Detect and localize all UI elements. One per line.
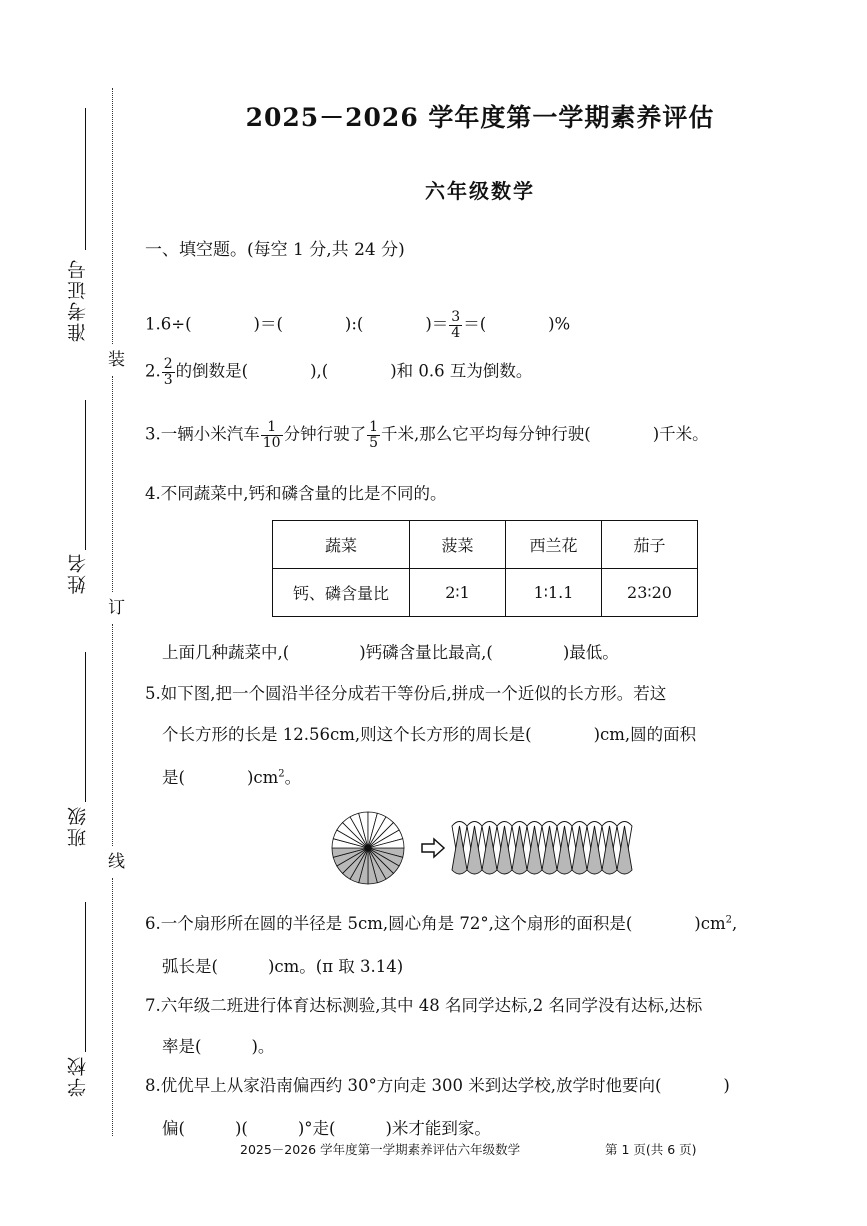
q1-part-b: )＝(	[253, 314, 283, 334]
q2-fraction: $\frac{2}{3}$	[163, 356, 173, 388]
question-8-line-2	[162, 1115, 491, 1139]
class-underline	[85, 652, 86, 802]
q5-line2-a: 个长方形的长是 12.56cm,则这个长方形的周长是(	[162, 725, 532, 744]
table-header-cell: 西兰花	[506, 521, 602, 569]
table-cell: 钙、磷含量比	[273, 569, 410, 617]
question-6-line-2	[162, 953, 403, 977]
table-cell: 2∶1	[410, 569, 506, 617]
exam-title: 2025－2026 学年度第一学期素养评估	[245, 103, 715, 132]
q3-part-a: 3.一辆小米汽车	[145, 424, 260, 444]
question-5-line-2	[162, 721, 696, 745]
q3-part-d: )千米。	[652, 424, 709, 444]
question-5-line-1: 5.如下图,把一个圆沿半径分成若干等份后,拼成一个近似的长方形。若这	[145, 684, 667, 703]
q1-part-d: )＝	[425, 314, 449, 334]
binding-mark-zhuang: 装	[104, 350, 124, 367]
q1-part-e: ＝(	[463, 314, 487, 334]
q5-line3-a: 是(	[162, 768, 185, 787]
table-header-row	[273, 521, 698, 569]
q5-line3-b: )cm	[246, 768, 279, 787]
q4-follow-c: )最低。	[562, 643, 619, 662]
q4-follow-a: 上面几种蔬菜中,(	[162, 643, 290, 662]
footer-right: 第 1 页(共 6 页)	[605, 1142, 697, 1157]
q6-superscript: 2	[725, 914, 732, 926]
q8-line2-b: )(	[234, 1119, 248, 1138]
table-header-cell: 菠菜	[410, 521, 506, 569]
q6-line1-a: 6.一个扇形所在圆的半径是 5cm,圆心角是 72°,这个扇形的面积是(	[145, 914, 633, 933]
candidate-no-label: 准考证号	[67, 258, 89, 342]
table-row	[273, 569, 698, 617]
binding-line-mid1	[112, 376, 113, 592]
divided-circle	[332, 812, 404, 884]
binding-mark-xian: 线	[104, 852, 124, 869]
q3-part-b: 分钟行驶了	[283, 424, 367, 444]
right-arrow-icon	[422, 839, 444, 857]
approximate-rectangle	[452, 822, 632, 875]
q8-line2-a: 偏(	[162, 1119, 185, 1138]
q7-line2-b: )。	[251, 1037, 275, 1056]
q2-part-c: ),(	[310, 361, 329, 381]
q2-part-a: 2.	[145, 361, 161, 381]
q5-line2-b: )cm,圆的面积	[593, 725, 697, 744]
question-2	[145, 357, 532, 387]
q2-part-b: 的倒数是(	[175, 361, 249, 381]
q1-part-c: ):(	[344, 314, 364, 334]
q5-superscript: 2	[278, 768, 285, 780]
school-underline	[85, 902, 86, 1052]
exam-subtitle: 六年级数学	[425, 179, 535, 203]
class-label: 班级	[67, 805, 89, 847]
q6-line1-b: )cm	[694, 914, 726, 933]
question-7-line-2	[162, 1033, 274, 1057]
section-heading: 一、填空题。(每空 1 分,共 24 分)	[145, 240, 405, 260]
q4-follow-b: )钙磷含量比最高,(	[359, 643, 493, 662]
circle-to-rectangle-figure	[330, 806, 650, 892]
table-cell: 1∶1.1	[506, 569, 602, 617]
question-4-follow	[162, 639, 619, 663]
q8-line2-d: )米才能到家。	[385, 1119, 491, 1138]
table-header-cell: 蔬菜	[273, 521, 410, 569]
name-label: 姓名	[67, 552, 89, 594]
binding-line-mid2	[112, 624, 113, 846]
question-6-line-1	[145, 910, 737, 934]
q1-fraction: $\frac{3}{4}$	[451, 309, 461, 341]
question-7-line-1: 7.六年级二班进行体育达标测验,其中 48 名同学达标,2 名同学没有达标,达标	[145, 996, 703, 1015]
footer-left: 2025－2026 学年度第一学期素养评估六年级数学	[240, 1142, 521, 1157]
q6-line2-a: 弧长是(	[162, 957, 218, 976]
question-1	[145, 310, 570, 340]
name-underline	[85, 400, 86, 550]
vegetable-ratio-table	[272, 520, 698, 617]
q3-fraction-1: $\frac{1}{10}$	[262, 419, 281, 451]
q8-line2-c: )°走(	[297, 1119, 336, 1138]
q5-line3-c: 。	[284, 768, 302, 787]
binding-line-bottom	[112, 878, 113, 1136]
q6-line1-c: ,	[732, 914, 738, 933]
q7-line2-a: 率是(	[162, 1037, 202, 1056]
question-4: 4.不同蔬菜中,钙和磷含量的比是不同的。	[145, 484, 447, 503]
table-cell: 23∶20	[602, 569, 698, 617]
q2-part-d: )和 0.6 互为倒数。	[390, 361, 533, 381]
q8-line1-b: )	[723, 1076, 730, 1095]
q3-part-c: 千米,那么它平均每分钟行驶(	[381, 424, 591, 444]
q1-part-a: 1.6÷(	[145, 314, 192, 334]
q8-line1-a: 8.优优早上从家沿南偏西约 30°方向走 300 米到达学校,放学时他要向(	[145, 1076, 662, 1095]
binding-mark-ding: 订	[104, 598, 124, 615]
question-3	[145, 420, 709, 450]
q6-line2-b: )cm。(π 取 3.14)	[267, 957, 404, 976]
table-header-cell: 茄子	[602, 521, 698, 569]
question-8-line-1	[145, 1072, 730, 1096]
q1-part-f: )%	[548, 314, 571, 334]
question-5-line-3	[162, 764, 301, 788]
q3-fraction-2: $\frac{1}{5}$	[369, 419, 378, 451]
school-label: 学校	[67, 1055, 89, 1097]
